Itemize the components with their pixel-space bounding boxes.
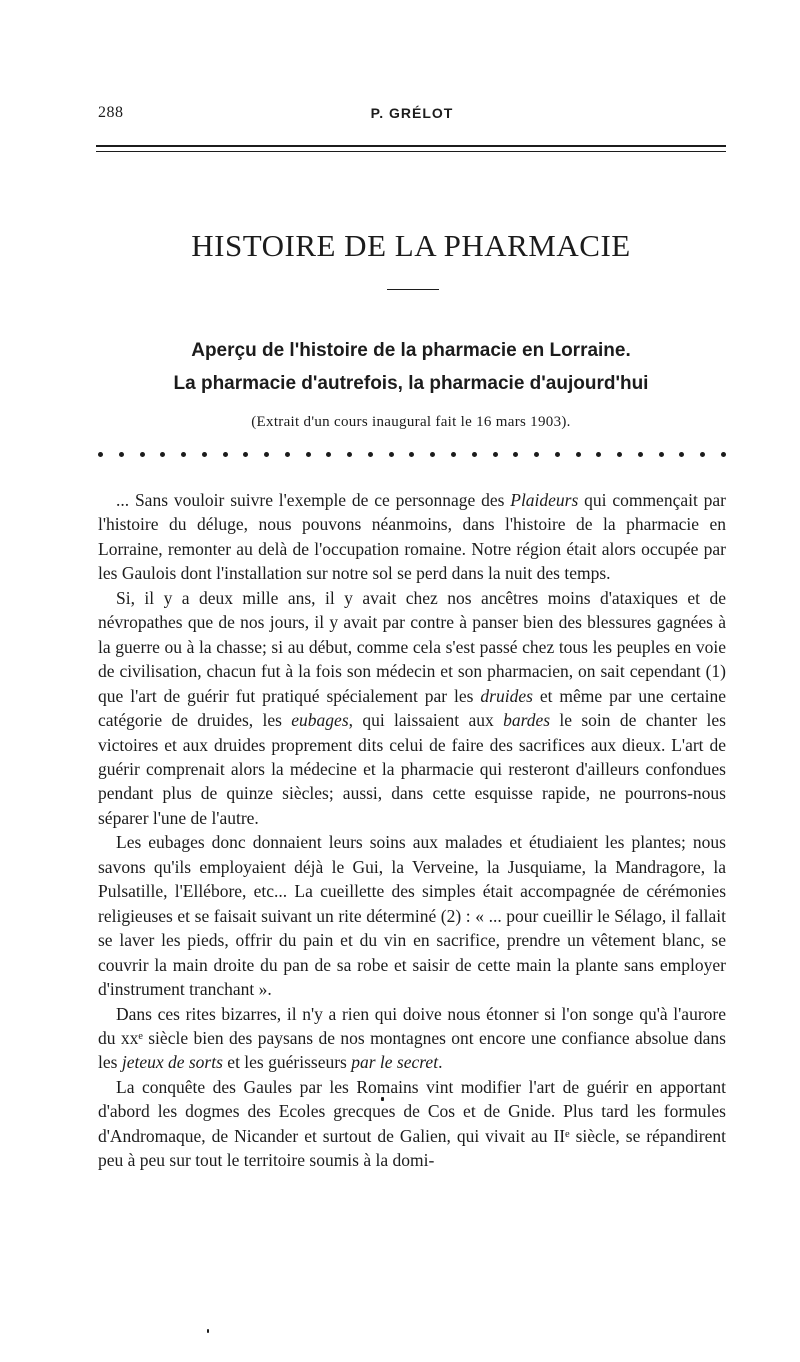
italic-term: jeteux de sorts: [121, 1052, 223, 1073]
article-title: HISTOIRE DE LA PHARMACIE: [191, 228, 631, 263]
paragraph: Si, il y a deux mille ans, il y avait chez nos ancêtres moins d'ataxiques et de névropathes que de nos jours, il y avait par contre à panser bien des blessures gagnées à la guerre ou à la chasse; si au début, comme cela s'est passé chez tous les peuples en voie de civilisation, chacun fut à la fois son médecin et son pharmacien, on sait cependant (1) que l'art de guérir fut pratiqué spécialement par les druides et même par une certaine catégorie de druides, les eubages, qui laissaient aux bardes le soin de chanter les victoires et aux druides proprement dits celui de faire des sacrifices aux dieux. L'art de guérir comprenait alors la médecine et la pharmacie qui resteront d'ailleurs confondues pendant plus de quinze siècles; aussi, dans cette esquisse rapide, ne pourrons-nous séparer l'une de l'autre.: [98, 587, 726, 828]
paragraph: La conquête des Gaules par les Romains vint modifier l'art de guérir en apportant d'abord les dogmes des Ecoles grecques de Cos et de Gnide. Plus tard les formules d'Andromaque, de Nicander et surtout de Galien, qui vivait au IIᵉ siècle, se répandirent peu à peu sur tout le territoire soumis à la domi-: [98, 1076, 726, 1171]
title-divider: [387, 289, 439, 290]
ellipsis-dots: [98, 452, 726, 457]
paragraph: ... Sans vouloir suivre l'exemple de ce personnage des Plaideurs qui commençait par l'histoire du déluge, nous pouvons néanmoins, dans l'histoire de la pharmacie en Lorraine, remonter au delà de l'occupation romaine. Notre région était alors occupée par les Gaulois dont l'installation sur notre sol se perd dans la nuit des temps.: [98, 490, 726, 584]
page-number: 288: [98, 104, 124, 121]
header-rule-thick: [96, 145, 726, 147]
paragraph: Les eubages donc donnaient leurs soins aux malades et étudiaient les plantes; nous savons qu'ils employaient déjà le Gui, la Verveine, la Jusquiame, la Mandragore, la Pulsatille, l'Ellébore, etc... La cueillette des simples était accompagnée de cérémonies religieuses et se faisait suivant un rite déterminé (2) : « ... pour cueillir le Sélago, il fallait se laver les pieds, offrir du pain et du vin en sacrifice, prendre un vêtement blanc, se couvrir la main droite du pan de sa robe et saisir de cette main la plante sans employer d'instrument tranchant ».: [98, 832, 726, 1000]
source-note: (Extrait d'un cours inaugural fait le 16 mars 1903).: [251, 414, 571, 430]
article-body: [98, 488, 726, 1173]
subtitle-line-2: La pharmacie d'autrefois, la pharmacie d'aujourd'hui: [173, 373, 649, 394]
subtitle-line-1: Aperçu de l'histoire de la pharmacie en Lorraine.: [191, 340, 631, 361]
italic-term: eubages: [291, 710, 349, 731]
italic-term: par le secret: [351, 1052, 439, 1073]
print-speck: [207, 1329, 209, 1333]
header-rule-thin: [96, 151, 726, 152]
italic-term: druides: [480, 685, 533, 706]
italic-term: bardes: [503, 710, 551, 731]
running-title: P. GRÉLOT: [370, 105, 454, 121]
italic-term: Plaideurs: [510, 490, 579, 510]
running-head: [98, 104, 726, 126]
print-speck: [381, 1097, 384, 1101]
paragraph: Dans ces rites bizarres, il n'y a rien qui doive nous étonner si l'on songe qu'à l'aurore du xxᵉ siècle bien des paysans de nos montagnes ont encore une confiance absolue dans les jeteux de sorts et les guérisseurs par le secret.: [98, 1003, 726, 1073]
